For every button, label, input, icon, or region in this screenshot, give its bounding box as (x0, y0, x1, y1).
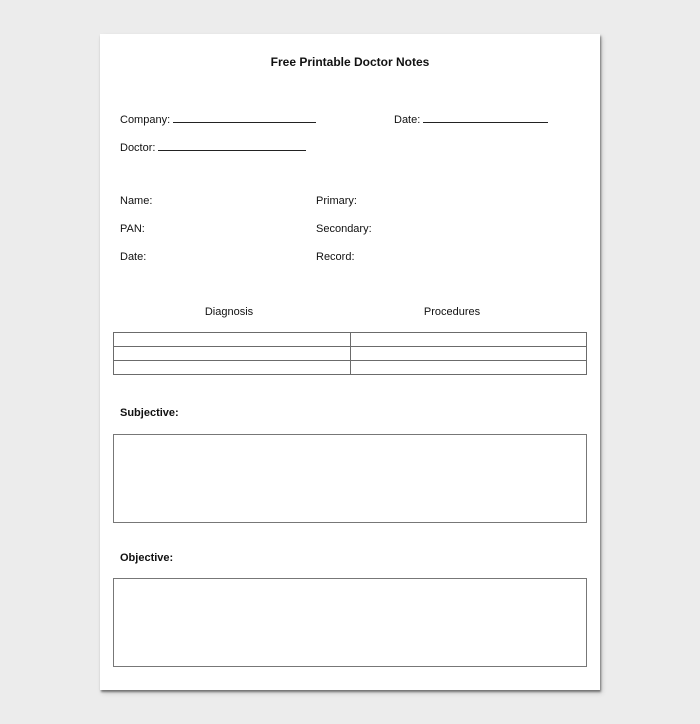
subjective-label: Subjective: (120, 407, 179, 419)
document-title: Free Printable Doctor Notes (270, 55, 430, 69)
document-page (100, 34, 600, 690)
procedures-header: Procedures (423, 306, 481, 318)
header-date-field (394, 112, 548, 126)
objective-textbox[interactable] (113, 578, 587, 667)
table-row (114, 333, 587, 347)
procedures-cell[interactable] (350, 361, 587, 375)
record-label: Record: (316, 251, 355, 263)
secondary-label: Secondary: (316, 223, 372, 235)
company-input-line[interactable] (173, 112, 316, 123)
table-row (114, 347, 587, 361)
procedures-cell[interactable] (350, 347, 587, 361)
company-field (120, 112, 316, 126)
doctor-field (120, 140, 306, 154)
subjective-textbox[interactable] (113, 434, 587, 523)
procedures-cell[interactable] (350, 333, 587, 347)
date-label: Date: (120, 251, 147, 263)
diagnosis-header: Diagnosis (204, 306, 254, 318)
name-label: Name: (120, 195, 153, 207)
pan-label: PAN: (120, 223, 145, 235)
objective-label: Objective: (120, 552, 174, 564)
doctor-label: Doctor: (120, 142, 156, 154)
diagnosis-cell[interactable] (114, 333, 351, 347)
diagnosis-procedures-table (113, 332, 587, 375)
diagnosis-cell[interactable] (114, 361, 351, 375)
header-date-label: Date: (394, 114, 421, 126)
table-row (114, 361, 587, 375)
diagnosis-cell[interactable] (114, 347, 351, 361)
header-date-input-line[interactable] (423, 112, 548, 123)
doctor-input-line[interactable] (158, 140, 306, 151)
company-label: Company: (120, 114, 171, 126)
primary-label: Primary: (316, 195, 357, 207)
